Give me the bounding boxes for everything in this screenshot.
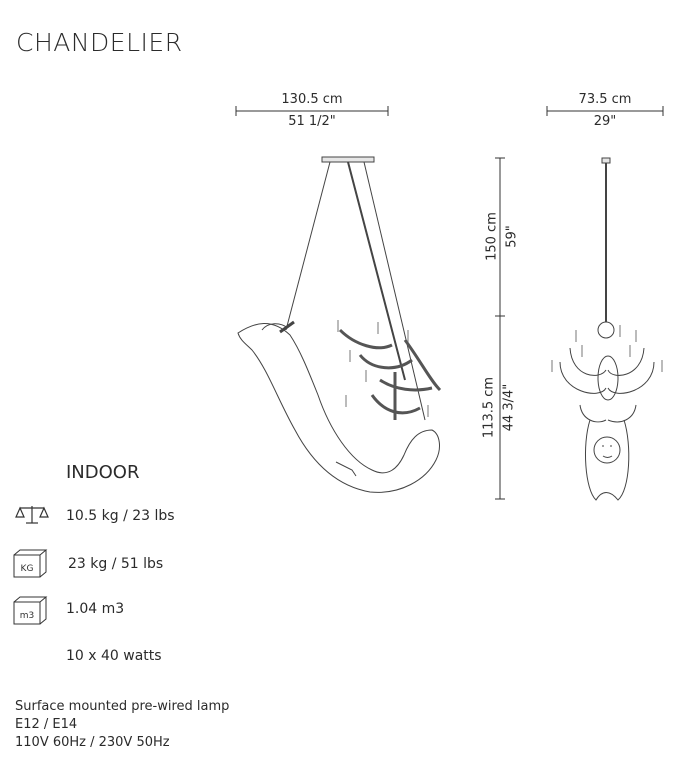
side-width-in: 29" bbox=[593, 114, 617, 129]
kg-icon-label: KG bbox=[20, 564, 34, 574]
volume: 1.04 m3 bbox=[66, 601, 125, 617]
lower-height-cm: 113.5 cm bbox=[481, 376, 497, 439]
lower-height-in: 44 3/4" bbox=[501, 383, 517, 432]
scale-icon bbox=[14, 504, 50, 526]
net-weight: 10.5 kg / 23 lbs bbox=[66, 508, 175, 524]
volume-box-icon bbox=[12, 596, 48, 626]
section-title-indoor: INDOOR bbox=[66, 462, 140, 483]
front-width-in: 51 1/2" bbox=[288, 114, 336, 129]
side-view-sketch bbox=[552, 158, 662, 500]
footer-voltage: 110V 60Hz / 230V 50Hz bbox=[15, 735, 170, 750]
side-width-cm: 73.5 cm bbox=[578, 92, 632, 107]
product-title: CHANDELIER bbox=[16, 28, 183, 57]
kg-box-icon bbox=[12, 549, 48, 579]
gross-weight: 23 kg / 51 lbs bbox=[68, 556, 164, 572]
m3-icon-label: m3 bbox=[19, 611, 35, 621]
front-view-sketch bbox=[238, 157, 440, 492]
bulbs: 10 x 40 watts bbox=[66, 648, 162, 664]
upper-height-cm: 150 cm bbox=[484, 212, 500, 261]
footer-socket: E12 / E14 bbox=[15, 717, 78, 732]
footer-mount-type: Surface mounted pre-wired lamp bbox=[15, 699, 230, 714]
front-width-cm: 130.5 cm bbox=[281, 92, 343, 107]
upper-height-in: 59" bbox=[504, 225, 520, 248]
